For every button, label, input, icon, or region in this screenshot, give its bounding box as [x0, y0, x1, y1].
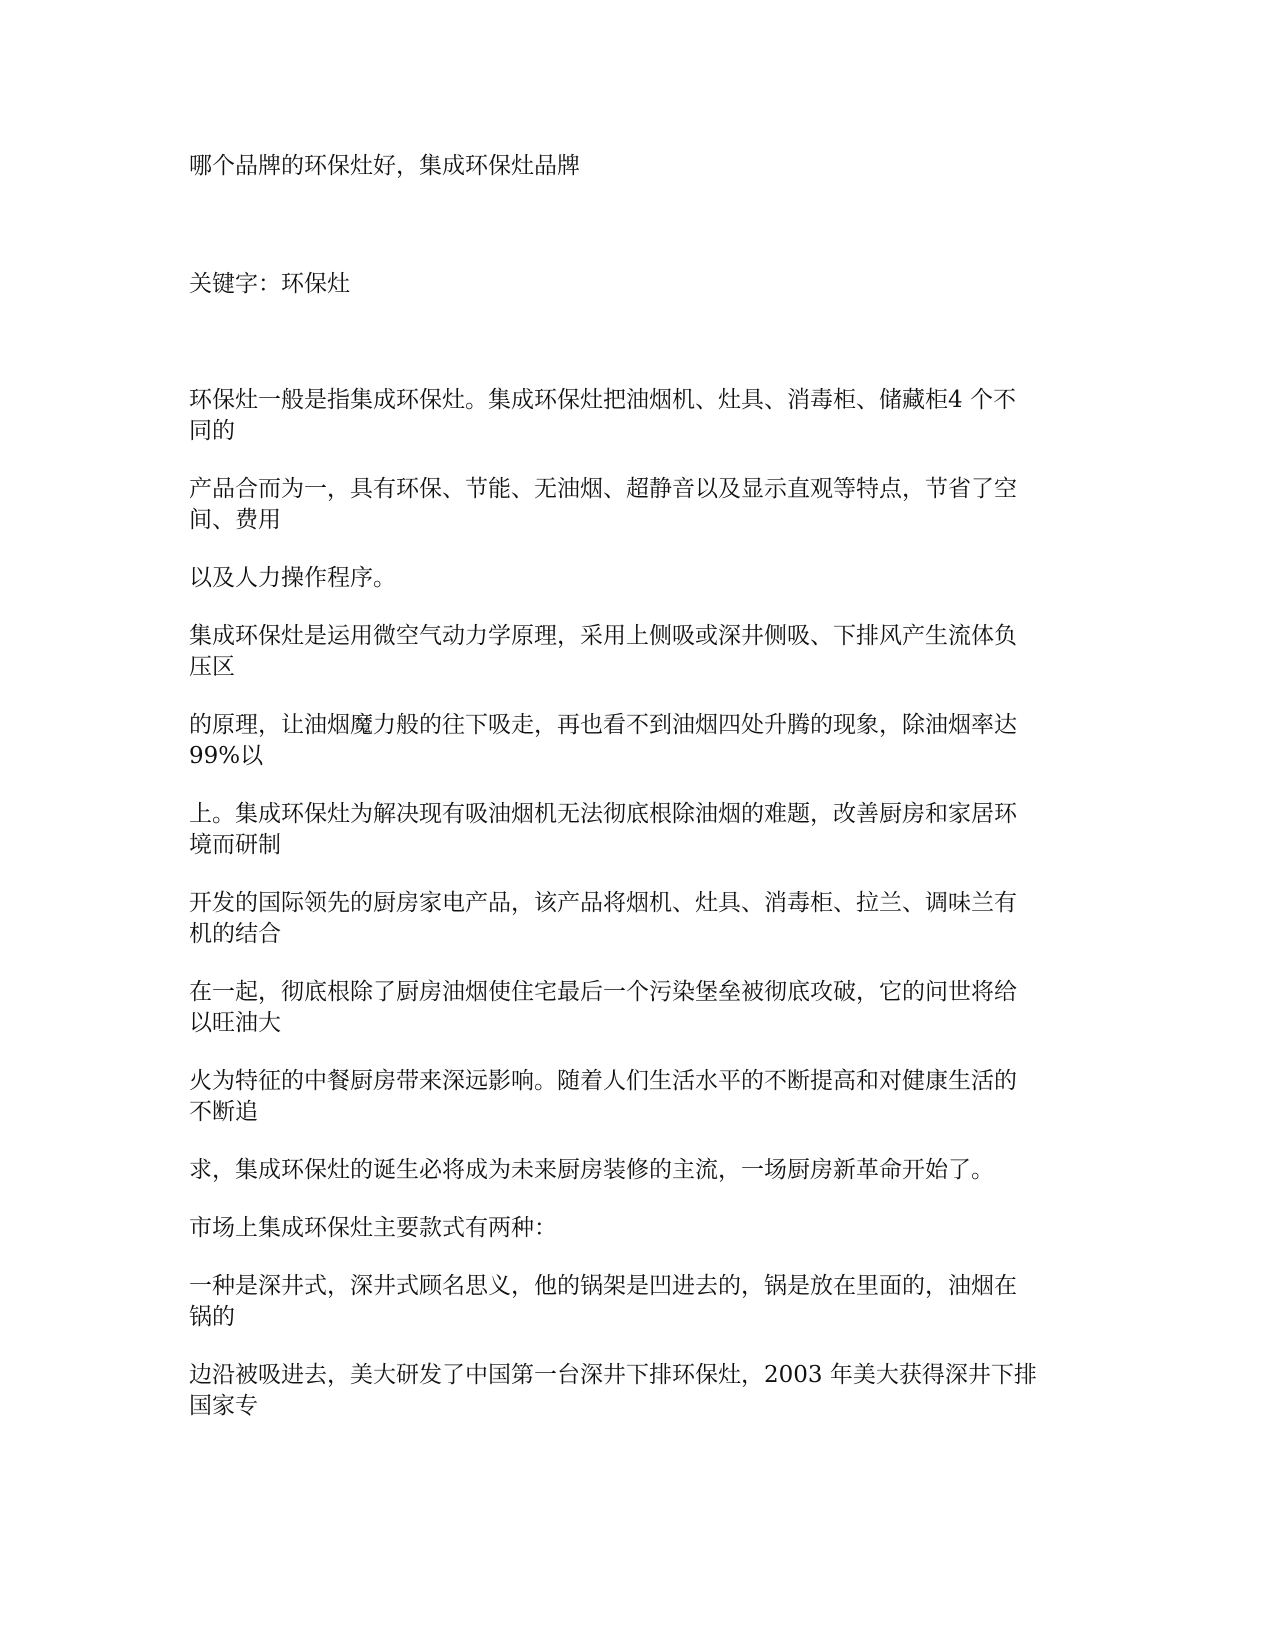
paragraph [189, 1213, 1099, 1244]
paragraph-line: 同的 [189, 418, 235, 444]
keywords-line: 关键字：环保灶 [189, 271, 350, 297]
paragraph-line: 机的结合 [189, 921, 281, 947]
paragraph-line: 国家专 [189, 1393, 258, 1419]
paragraph [189, 621, 1099, 683]
paragraph [189, 977, 1099, 1039]
paragraph [189, 563, 1099, 594]
paragraph [189, 1271, 1099, 1333]
document-body [189, 385, 1099, 1422]
paragraph [189, 1155, 1099, 1186]
paragraph-line: 集成环保灶是运用微空气动力学原理，采用上侧吸或深井侧吸、下排风产生流体负 [189, 623, 1017, 649]
paragraph-line: 开发的国际领先的厨房家电产品，该产品将烟机、灶具、消毒柜、拉兰、调味兰有 [189, 890, 1017, 916]
paragraph-line: 99%以 [189, 743, 264, 769]
paragraph-line: 一种是深井式，深井式顾名思义，他的锅架是凹进去的，锅是放在里面的，油烟在 [189, 1273, 1017, 1299]
paragraph-line: 火为特征的中餐厨房带来深远影响。随着人们生活水平的不断提高和对健康生活的 [189, 1068, 1017, 1094]
paragraph-line: 境而研制 [189, 832, 281, 858]
paragraph-line: 不断追 [189, 1099, 258, 1125]
paragraph-line: 的原理，让油烟魔力般的往下吸走，再也看不到油烟四处升腾的现象，除油烟率达 [189, 712, 1017, 738]
paragraph-line: 上。集成环保灶为解决现有吸油烟机无法彻底根除油烟的难题，改善厨房和家居环 [189, 801, 1017, 827]
paragraph [189, 1360, 1099, 1422]
paragraph-line: 求，集成环保灶的诞生必将成为未来厨房装修的主流，一场厨房新革命开始了。 [189, 1157, 994, 1183]
paragraph [189, 1066, 1099, 1128]
paragraph [189, 710, 1099, 772]
paragraph-line: 以及人力操作程序。 [189, 565, 396, 591]
paragraph [189, 474, 1099, 536]
paragraph-line: 边沿被吸进去，美大研发了中国第一台深井下排环保灶，2003 年美大获得深井下排 [189, 1362, 1037, 1388]
paragraph-line: 产品合而为一，具有环保、节能、无油烟、超静音以及显示直观等特点，节省了空 [189, 476, 1017, 502]
paragraph-line: 在一起，彻底根除了厨房油烟使住宅最后一个污染堡垒被彻底攻破，它的问世将给 [189, 979, 1017, 1005]
paragraph [189, 799, 1099, 861]
paragraph [189, 888, 1099, 950]
paragraph-line: 间、费用 [189, 507, 281, 533]
paragraph-line: 环保灶一般是指集成环保灶。集成环保灶把油烟机、灶具、消毒柜、储藏柜4 个不 [189, 387, 1016, 413]
document-title: 哪个品牌的环保灶好，集成环保灶品牌 [189, 153, 580, 179]
paragraph-line: 以旺油大 [189, 1010, 281, 1036]
paragraph [189, 385, 1099, 447]
paragraph-line: 市场上集成环保灶主要款式有两种： [189, 1215, 557, 1241]
paragraph-line: 压区 [189, 654, 235, 680]
paragraph-line: 锅的 [189, 1304, 235, 1330]
